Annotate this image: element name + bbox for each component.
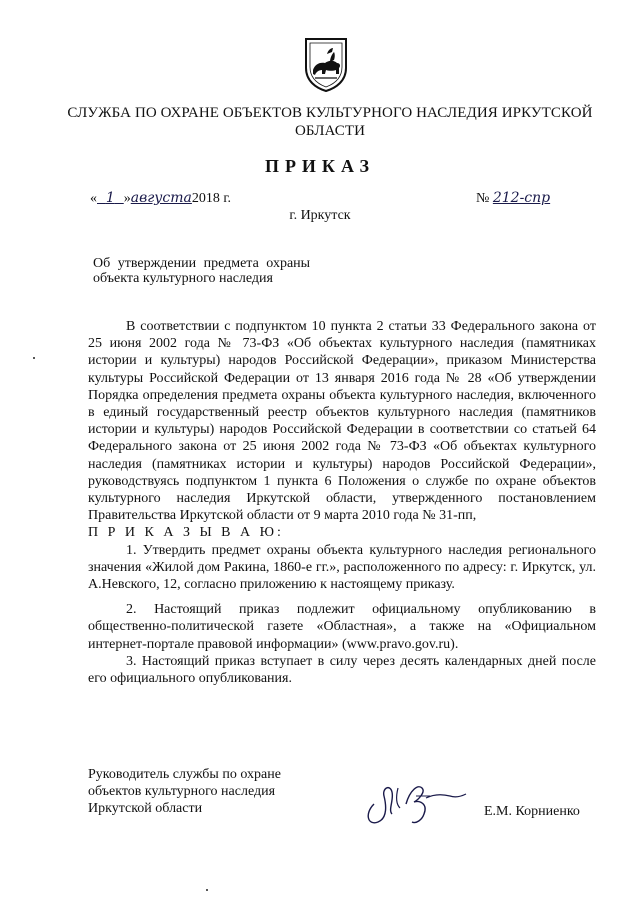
date-day: 1 — [105, 190, 115, 206]
document-title: ПРИКАЗ — [264, 156, 376, 176]
subject-line-2: объекта культурного наследия — [93, 271, 273, 286]
position-line-3: Иркутской области — [88, 801, 203, 816]
subject-line-1: Об утверждении предмета охраны — [93, 256, 311, 271]
irkutsk-emblem-icon — [303, 36, 349, 92]
speck-mark — [33, 357, 35, 359]
document-date — [90, 190, 231, 207]
date-month: августа — [130, 190, 192, 206]
document-city: г. Иркутск — [289, 208, 351, 223]
number-prefix: № — [476, 191, 490, 206]
document-body — [88, 318, 596, 687]
order-item-3: 3. Настоящий приказ вступает в силу через десять календарных дней после его официального опубликования. — [88, 653, 596, 687]
number-value: 212-спр — [492, 190, 551, 206]
speck-mark — [206, 889, 208, 891]
signatory-name: Е.М. Корниенко — [484, 804, 580, 819]
document-subject — [93, 256, 353, 286]
document-number — [476, 190, 550, 207]
order-item-2: 2. Настоящий приказ подлежит официальному опубликованию в общественно-политической газете «Областная», а также на «Официальном интернет-портале правовой информации» (www.pravo.gov.ru). — [88, 602, 596, 652]
handwritten-signature-icon — [362, 774, 472, 834]
date-open-quote: « — [90, 191, 97, 206]
preamble-paragraph: В соответствии с подпунктом 10 пункта 2 статьи 33 Федерального закона от 25 июня 2002 года № 73-ФЗ «Об объектах культурного наследия (памятниках истории и культуры) народов Российской Федерации», приказом Министерства культуры Российской Федерации от 13 января 2016 года № 28 «Об утверждении Порядка определения предмета охраны объекта культурного наследия, включенного в единый государственный реестр объектов культурного наследия (памятников истории и культуры) народов Российской Федерации в соответствии со статьей 64 Федерального закона от 25 июня 2002 года № 73-ФЗ «Об объектах культурного наследия (памятниках истории и культуры) народов Российской Федерации», руководствуясь подпунктом 1 пункта 6 Положения о службе по охране объектов культурного наследия Иркутской области, утвержденного постановлением Правительства Иркутской области от 9 марта 2010 года № 31-пп, — [88, 319, 596, 524]
date-year: 2018 г. — [191, 191, 232, 206]
position-line-1: Руководитель службы по охране — [88, 767, 281, 782]
order-word: П Р И К А З Ы В А Ю: — [88, 525, 284, 541]
signatory-position — [88, 766, 281, 817]
organization-name: СЛУЖБА ПО ОХРАНЕ ОБЪЕКТОВ КУЛЬТУРНОГО НАСЛЕДИЯ ИРКУТСКОЙ ОБЛАСТИ — [67, 105, 593, 139]
order-item-1: 1. Утвердить предмет охраны объекта культурного наследия регионального значения «Жилой дом Ракина, 1860-е гг.», расположенного по адресу: г. Иркутск, ул. А.Невского, 12, согласно приложению к настоящему приказу. — [88, 542, 596, 593]
position-line-2: объектов культурного наследия — [88, 784, 276, 799]
date-close-quote: » — [123, 191, 131, 206]
